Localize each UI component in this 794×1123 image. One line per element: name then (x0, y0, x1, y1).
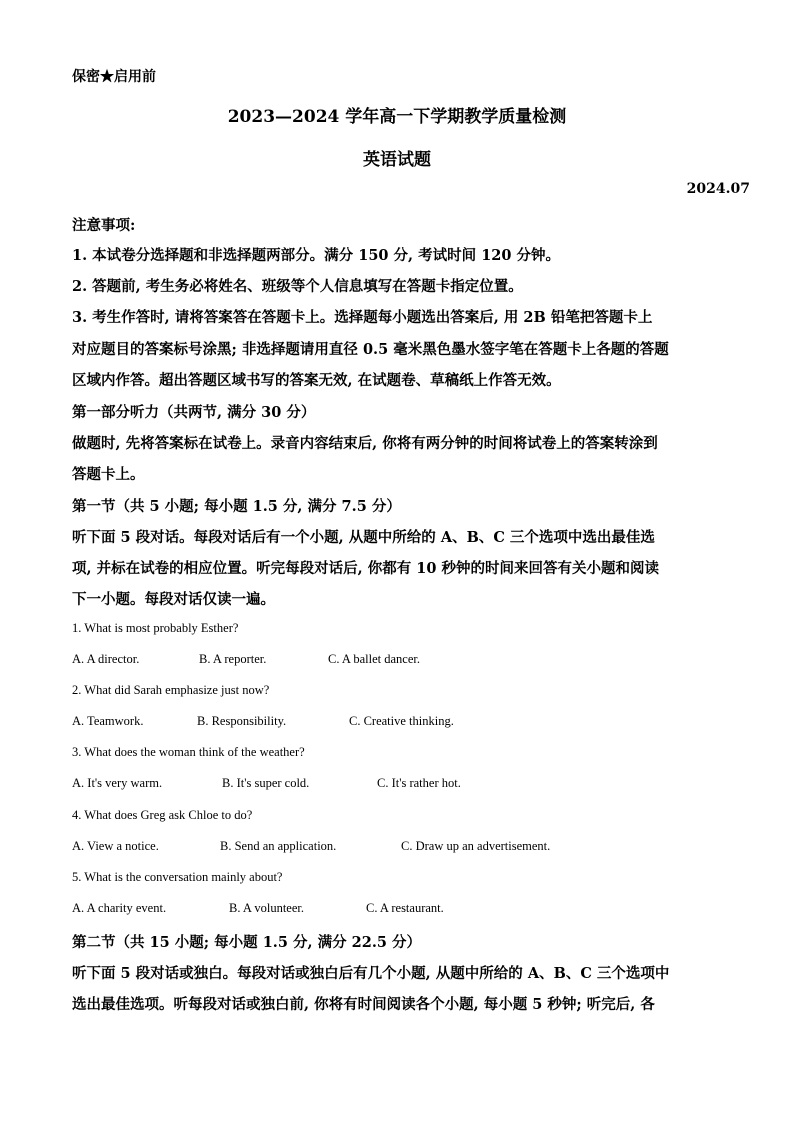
option-c: C. A restaurant. (366, 901, 444, 915)
notes-item: 对应题目的答案标号涂黑; 非选择题请用直径 0.5 毫米黑色墨水签字笔在答题卡上各题的答题 (72, 341, 669, 358)
section1-instruction: 项, 并标在试卷的相应位置。听完每段对话后, 你都有 10 秒钟的时间来回答有关小题和阅读 (72, 560, 659, 577)
option-b: B. A volunteer. (229, 901, 304, 915)
part1-instruction: 答题卡上。 (72, 466, 145, 483)
notes-item: 区域内作答。超出答题区域书写的答案无效, 在试题卷、草稿纸上作答无效。 (72, 372, 561, 389)
section2-heading: 第二节（共 15 小题; 每小题 1.5 分, 满分 22.5 分） (72, 934, 422, 951)
exam-title: 2023—2024 学年高一下学期教学质量检测 (227, 107, 567, 127)
part1-heading: 第一部分听力（共两节, 满分 30 分） (72, 404, 316, 421)
option-a: A. A director. (72, 652, 140, 666)
exam-date: 2024.07 (686, 181, 750, 197)
option-b: B. A reporter. (199, 652, 267, 666)
option-c: C. A ballet dancer. (328, 652, 420, 666)
part1-instruction: 做题时, 先将答案标在试卷上。录音内容结束后, 你将有两分钟的时间将试卷上的答案转涂到 (72, 435, 658, 452)
option-b: B. Responsibility. (197, 714, 287, 728)
option-b: B. Send an application. (220, 839, 337, 853)
option-c: C. Draw up an advertisement. (401, 839, 551, 853)
notes-item: 2. 答题前, 考生务必将姓名、班级等个人信息填写在答题卡指定位置。 (72, 278, 523, 295)
exam-subject: 英语试题 (363, 150, 431, 170)
section1-instruction: 下一小题。每段对话仅读一遍。 (72, 591, 275, 608)
question-1: 1. What is most probably Esther? (72, 621, 239, 635)
section1-heading: 第一节（共 5 小题; 每小题 1.5 分, 满分 7.5 分） (72, 498, 401, 515)
option-a: A. Teamwork. (72, 714, 144, 728)
option-b: B. It's super cold. (222, 776, 310, 790)
question-2: 2. What did Sarah emphasize just now? (72, 683, 270, 697)
question-5: 5. What is the conversation mainly about? (72, 870, 283, 884)
option-a: A. View a notice. (72, 839, 159, 853)
question-3: 3. What does the woman think of the weather? (72, 745, 305, 759)
option-a: A. It's very warm. (72, 776, 163, 790)
notes-heading: 注意事项: (72, 217, 136, 234)
question-4: 4. What does Greg ask Chloe to do? (72, 808, 253, 822)
notes-item: 3. 考生作答时, 请将答案答在答题卡上。选择题每小题选出答案后, 用 2B 铅笔把答题卡上 (72, 309, 653, 326)
section2-instruction: 听下面 5 段对话或独白。每段对话或独白后有几个小题, 从题中所给的 A、B、C 三个选项中 (72, 965, 670, 982)
option-c: C. Creative thinking. (349, 714, 454, 728)
confidential-label: 保密★启用前 (72, 69, 156, 85)
section2-instruction: 选出最佳选项。听每段对话或独白前, 你将有时间阅读各个小题, 每小题 5 秒钟; 听完后, 各 (72, 996, 655, 1013)
notes-item: 1. 本试卷分选择题和非选择题两部分。满分 150 分, 考试时间 120 分钟。 (72, 247, 561, 264)
section1-instruction: 听下面 5 段对话。每段对话后有一个小题, 从题中所给的 A、B、C 三个选项中选出最佳选 (72, 529, 655, 546)
option-a: A. A charity event. (72, 901, 167, 915)
option-c: C. It's rather hot. (377, 776, 461, 790)
